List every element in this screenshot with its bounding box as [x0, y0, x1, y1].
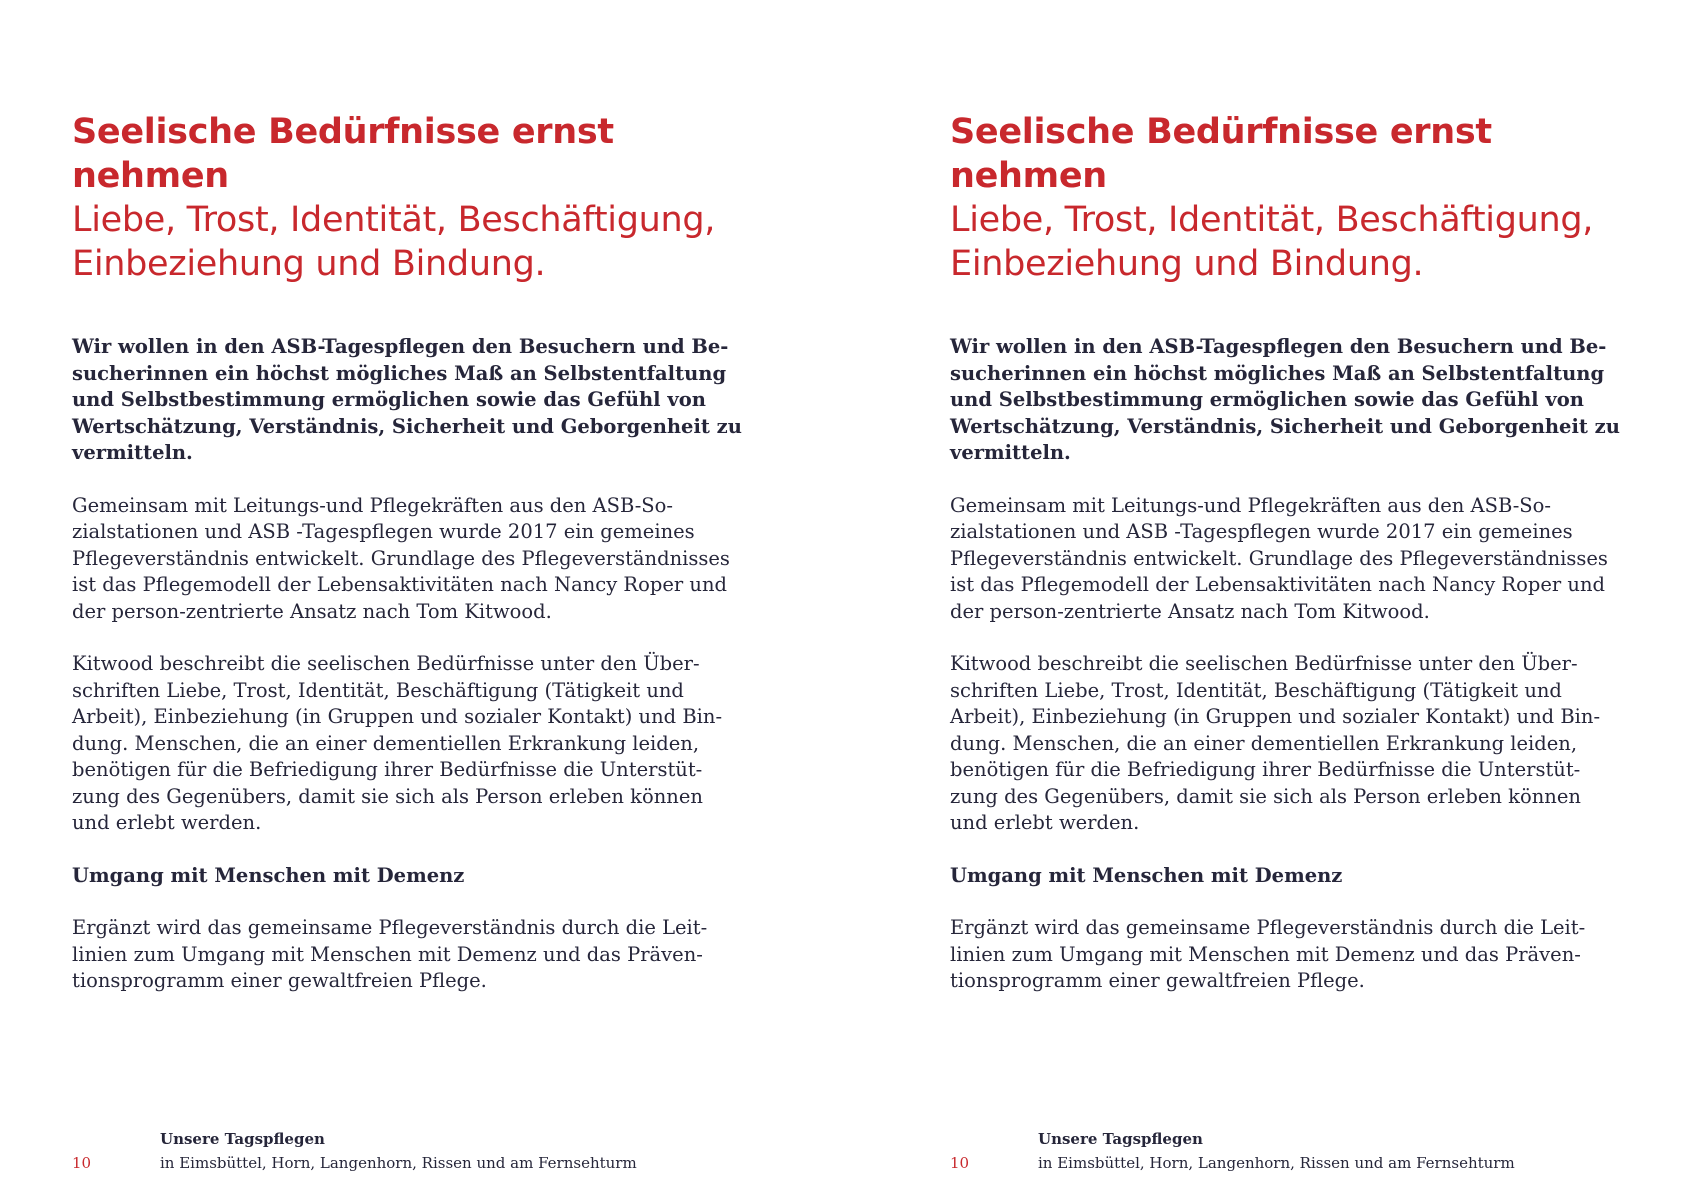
text-line: ist das Pflegemodell der Lebensaktivitäten nach Nancy Roper und	[72, 573, 728, 596]
footer-title: Unsere Tagspflegen	[1038, 1130, 1203, 1148]
text-line: zialstationen und ASB -Tagespflegen wurde 2017 ein gemeines	[72, 520, 695, 543]
text-line: zung des Gegenübers, damit sie sich als Person erleben können	[72, 784, 703, 808]
page-number: 10	[72, 1154, 92, 1172]
text-line: vermitteln.	[72, 441, 193, 464]
text-line: tionsprogramm einer gewaltfreien Pflege.	[950, 969, 1365, 992]
page-headline	[950, 110, 1610, 286]
text-line: tionsprogramm einer gewaltfreien Pflege.	[72, 969, 487, 992]
text-line: und Selbstbestimmung ermöglichen sowie das Gefühl von	[72, 388, 706, 411]
footer-title: Unsere Tagspflegen	[160, 1130, 325, 1148]
text-line: und Selbstbestimmung ermöglichen sowie das Gefühl von	[950, 388, 1584, 411]
text-line: und erlebt werden.	[72, 811, 262, 834]
text-line: der person-zentrierte Ansatz nach Tom Kitwood.	[72, 599, 552, 623]
intro-paragraph	[950, 334, 1620, 467]
text-line: Ergänzt wird das gemeinsame Pflegeverständnis durch die Leit-	[72, 916, 708, 939]
paragraph-kitwood	[950, 651, 1610, 837]
text-line: und erlebt werden.	[950, 811, 1140, 834]
headline-title: Seelische Bedürfnisse ernst nehmen	[950, 112, 1492, 196]
text-line: Gemeinsam mit Leitungs-und Pflegekräften aus den ASB-So-	[72, 493, 673, 517]
headline-subtitle-line: Einbeziehung und Bindung.	[950, 244, 1424, 284]
paragraph-kitwood	[72, 651, 732, 837]
text-line: schriften Liebe, Trost, Identität, Beschäftigung (Tätigkeit und	[950, 678, 1562, 702]
subheading: Umgang mit Menschen mit Demenz	[72, 863, 465, 887]
paragraph-dementia-guidelines	[950, 915, 1610, 995]
headline-title: Seelische Bedürfnisse ernst nehmen	[72, 112, 614, 196]
text-line: ist das Pflegemodell der Lebensaktivitäten nach Nancy Roper und	[950, 573, 1606, 596]
text-line: linien zum Umgang mit Menschen mit Demenz und das Präven-	[72, 942, 703, 966]
text-line: schriften Liebe, Trost, Identität, Beschäftigung (Tätigkeit und	[72, 678, 684, 702]
text-line: Arbeit), Einbeziehung (in Gruppen und sozialer Kontakt) und Bin-	[950, 705, 1601, 728]
paragraph-care-understanding	[950, 493, 1610, 626]
intro-paragraph	[72, 334, 742, 467]
text-line: Wir wollen in den ASB-Tagespflegen den Besuchern und Be-	[950, 335, 1607, 358]
text-line: dung. Menschen, die an einer dementiellen Erkrankung leiden,	[950, 731, 1578, 755]
headline-subtitle-line: Liebe, Trost, Identität, Beschäftigung,	[72, 200, 716, 240]
text-line: Arbeit), Einbeziehung (in Gruppen und sozialer Kontakt) und Bin-	[72, 705, 723, 728]
text-line: Wir wollen in den ASB-Tagespflegen den Besuchern und Be-	[72, 335, 729, 358]
headline-subtitle-line: Einbeziehung und Bindung.	[72, 244, 546, 284]
page-content	[950, 110, 1620, 995]
footer-subtitle: in Eimsbüttel, Horn, Langenhorn, Rissen und am Fernsehturm	[1038, 1154, 1515, 1172]
text-line: Kitwood beschreibt die seelischen Bedürfnisse unter den Über-	[950, 652, 1578, 675]
text-line: zialstationen und ASB -Tagespflegen wurde 2017 ein gemeines	[950, 520, 1573, 543]
text-line: sucherinnen ein höchst mögliches Maß an Selbstentfaltung	[72, 361, 727, 385]
page-headline	[72, 110, 732, 286]
text-line: Pflegeverständnis entwickelt. Grundlage des Pflegeverständnisses	[72, 546, 730, 570]
text-line: der person-zentrierte Ansatz nach Tom Kitwood.	[950, 599, 1430, 623]
text-line: Kitwood beschreibt die seelischen Bedürfnisse unter den Über-	[72, 652, 700, 675]
text-line: Gemeinsam mit Leitungs-und Pflegekräften aus den ASB-So-	[950, 493, 1551, 517]
page-number: 10	[950, 1154, 970, 1172]
paragraph-dementia-guidelines	[72, 915, 732, 995]
paragraph-care-understanding	[72, 493, 732, 626]
subheading: Umgang mit Menschen mit Demenz	[950, 863, 1343, 887]
page-content	[72, 110, 742, 995]
text-line: Pflegeverständnis entwickelt. Grundlage des Pflegeverständnisses	[950, 546, 1608, 570]
text-line: Wertschätzung, Verständnis, Sicherheit und Geborgenheit zu	[72, 414, 742, 438]
text-line: Ergänzt wird das gemeinsame Pflegeverständnis durch die Leit-	[950, 916, 1586, 939]
text-line: benötigen für die Befriedigung ihrer Bedürfnisse die Unterstüt-	[72, 758, 703, 781]
text-line: zung des Gegenübers, damit sie sich als Person erleben können	[950, 784, 1581, 808]
footer-subtitle: in Eimsbüttel, Horn, Langenhorn, Rissen und am Fernsehturm	[160, 1154, 637, 1172]
text-line: linien zum Umgang mit Menschen mit Demenz und das Präven-	[950, 942, 1581, 966]
page-right	[878, 0, 1684, 1191]
text-line: dung. Menschen, die an einer dementiellen Erkrankung leiden,	[72, 731, 700, 755]
text-line: benötigen für die Befriedigung ihrer Bedürfnisse die Unterstüt-	[950, 758, 1581, 781]
text-line: Wertschätzung, Verständnis, Sicherheit und Geborgenheit zu	[950, 414, 1620, 438]
text-line: sucherinnen ein höchst mögliches Maß an Selbstentfaltung	[950, 361, 1605, 385]
text-line: vermitteln.	[950, 441, 1071, 464]
headline-subtitle-line: Liebe, Trost, Identität, Beschäftigung,	[950, 200, 1594, 240]
